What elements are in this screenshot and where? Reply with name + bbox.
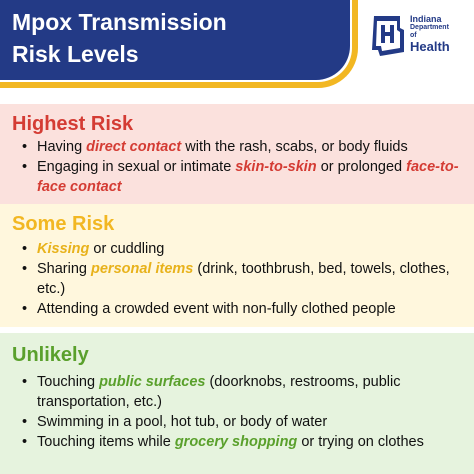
indiana-state-logo-icon <box>370 14 406 58</box>
page-title-line2: Risk Levels <box>12 41 139 67</box>
list-item <box>37 372 467 412</box>
header <box>0 0 474 94</box>
unlikely-list <box>0 372 467 452</box>
section-highest-risk <box>0 104 474 204</box>
item-text: or prolonged <box>316 159 407 175</box>
item-highlight: personal items <box>91 261 194 277</box>
item-text: (drink, toothbrush, bed, towels, clothes, etc.) <box>37 261 450 297</box>
logo-text <box>410 14 466 54</box>
item-text: Swimming in a pool, hot tub, or body of water <box>37 414 328 430</box>
item-highlight: face-to-face contact <box>37 159 459 195</box>
item-text: Touching items while <box>37 434 175 450</box>
item-text: Touching <box>37 374 100 390</box>
list-item <box>37 412 467 432</box>
list-item <box>37 137 467 157</box>
logo-line4: Health <box>410 39 450 54</box>
item-text: with the rash, scabs, or body fluids <box>181 139 408 155</box>
item-text: Sharing <box>37 261 92 277</box>
list-item <box>37 239 467 259</box>
section-title-unlikely: Unlikely <box>12 344 89 366</box>
section-title-highest-risk: Highest Risk <box>12 113 134 135</box>
page-title-line1: Mpox Transmission <box>12 9 227 35</box>
item-highlight: skin-to-skin <box>235 159 317 175</box>
item-text: or trying on clothes <box>297 434 424 450</box>
item-text: (doorknobs, restrooms, public transportation, etc.) <box>37 374 401 410</box>
item-text: or cuddling <box>89 241 165 257</box>
page-title <box>12 6 227 70</box>
item-highlight: Kissing <box>37 241 90 257</box>
item-highlight: grocery shopping <box>174 434 298 450</box>
some-risk-list <box>0 239 467 319</box>
item-text: Having <box>37 139 87 155</box>
list-item <box>37 259 467 299</box>
list-item <box>37 432 467 452</box>
item-highlight: direct contact <box>86 139 182 155</box>
section-unlikely <box>0 333 474 474</box>
logo-line3: of <box>410 32 417 39</box>
list-item <box>37 157 467 197</box>
item-highlight: public surfaces <box>99 374 206 390</box>
logo-line2: Department <box>410 24 449 31</box>
section-some-risk <box>0 204 474 327</box>
list-item <box>37 299 467 319</box>
indiana-department-of-health-logo <box>370 14 466 64</box>
item-text: Attending a crowded event with non-fully clothed people <box>37 301 396 317</box>
logo-line1: Indiana <box>410 14 442 24</box>
item-text: Engaging in sexual or intimate <box>37 159 236 175</box>
highest-risk-list <box>0 137 467 197</box>
section-title-some-risk: Some Risk <box>12 213 115 235</box>
